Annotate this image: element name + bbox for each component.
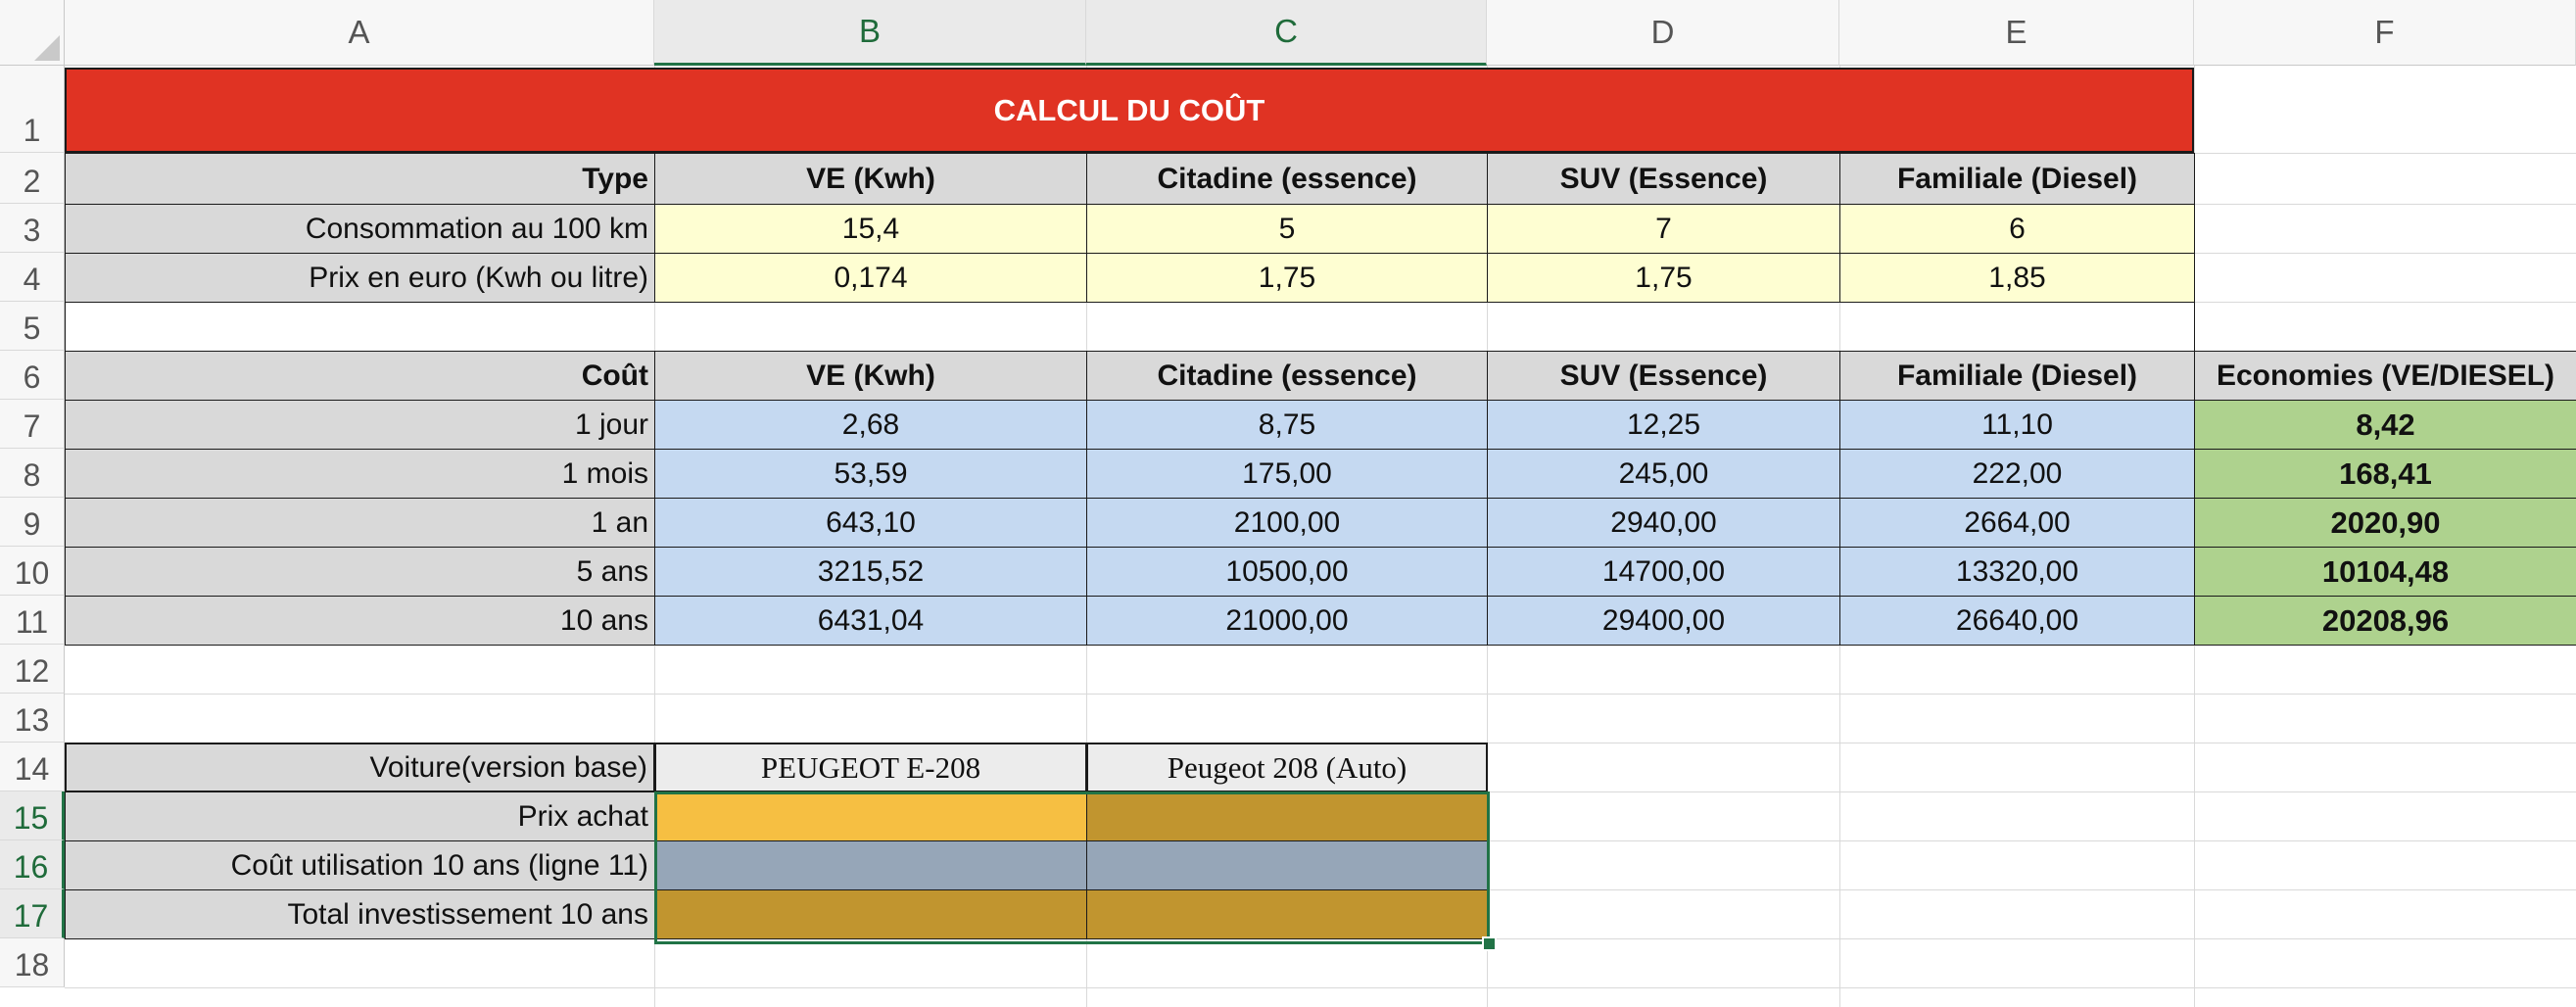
cost-value-cell[interactable]: 6431,04 bbox=[654, 596, 1087, 646]
empty-row-cell[interactable] bbox=[65, 302, 2195, 352]
horizontal-gridline bbox=[65, 694, 2576, 695]
period-label-cell[interactable]: 1 an bbox=[65, 498, 655, 548]
cost-value-cell[interactable]: 8,75 bbox=[1086, 400, 1488, 450]
row-header-17[interactable]: 17 bbox=[0, 889, 65, 938]
horizontal-gridline bbox=[65, 987, 2576, 988]
saving-value-cell[interactable]: 10104,48 bbox=[2194, 547, 2576, 597]
cost-value-cell[interactable]: 2,68 bbox=[654, 400, 1087, 450]
investment-input-cell[interactable] bbox=[1086, 791, 1488, 841]
investment-input-cell[interactable] bbox=[1086, 889, 1488, 939]
investment-label-cell[interactable]: Coût utilisation 10 ans (ligne 11) bbox=[65, 840, 655, 890]
saving-value-cell[interactable]: 8,42 bbox=[2194, 400, 2576, 450]
car-model-cell[interactable]: PEUGEOT E-208 bbox=[654, 743, 1087, 792]
row-header-5[interactable]: 5 bbox=[0, 302, 65, 351]
cost-value-cell[interactable]: 13320,00 bbox=[1839, 547, 2195, 597]
type-header-cell[interactable]: Familiale (Diesel) bbox=[1839, 153, 2195, 205]
cost-value-cell[interactable]: 12,25 bbox=[1487, 400, 1840, 450]
input-value-cell[interactable]: 7 bbox=[1487, 204, 1840, 254]
column-header-e[interactable]: E bbox=[1839, 0, 2194, 66]
cost-value-cell[interactable]: 21000,00 bbox=[1086, 596, 1488, 646]
cost-value-cell[interactable]: 2940,00 bbox=[1487, 498, 1840, 548]
row-header-14[interactable]: 14 bbox=[0, 743, 65, 791]
row-label-cell[interactable]: Consommation au 100 km bbox=[65, 204, 655, 254]
row-header-12[interactable]: 12 bbox=[0, 645, 65, 694]
row-header-11[interactable]: 11 bbox=[0, 596, 65, 645]
investment-input-cell[interactable] bbox=[654, 889, 1087, 939]
saving-value-cell[interactable]: 20208,96 bbox=[2194, 596, 2576, 646]
row-label-cell[interactable]: Prix en euro (Kwh ou litre) bbox=[65, 253, 655, 303]
row-header-9[interactable]: 9 bbox=[0, 498, 65, 547]
row-header-16[interactable]: 16 bbox=[0, 840, 65, 889]
row-header-4[interactable]: 4 bbox=[0, 253, 65, 302]
row-header-2[interactable]: 2 bbox=[0, 153, 65, 204]
cost-header-cell[interactable]: VE (Kwh) bbox=[654, 351, 1087, 401]
investment-input-cell[interactable] bbox=[654, 840, 1087, 890]
column-header-a[interactable]: A bbox=[65, 0, 654, 66]
investment-input-cell[interactable] bbox=[654, 791, 1087, 841]
cost-value-cell[interactable]: 11,10 bbox=[1839, 400, 2195, 450]
cost-label-cell[interactable]: Coût bbox=[65, 351, 655, 401]
car-model-cell[interactable]: Peugeot 208 (Auto) bbox=[1086, 743, 1488, 792]
period-label-cell[interactable]: 10 ans bbox=[65, 596, 655, 646]
cost-value-cell[interactable]: 53,59 bbox=[654, 449, 1087, 499]
row-header-1[interactable]: 1 bbox=[0, 66, 65, 153]
period-label-cell[interactable]: 1 jour bbox=[65, 400, 655, 450]
cost-value-cell[interactable]: 643,10 bbox=[654, 498, 1087, 548]
car-label-cell[interactable]: Voiture(version base) bbox=[65, 743, 655, 792]
input-value-cell[interactable]: 0,174 bbox=[654, 253, 1087, 303]
row-header-8[interactable]: 8 bbox=[0, 449, 65, 498]
investment-input-cell[interactable] bbox=[1086, 840, 1488, 890]
cost-value-cell[interactable]: 245,00 bbox=[1487, 449, 1840, 499]
cost-value-cell[interactable]: 222,00 bbox=[1839, 449, 2195, 499]
row-header-13[interactable]: 13 bbox=[0, 694, 65, 743]
period-label-cell[interactable]: 1 mois bbox=[65, 449, 655, 499]
sheet-title-cell[interactable]: CALCUL DU COÛT bbox=[65, 68, 2194, 153]
investment-label-cell[interactable]: Total investissement 10 ans bbox=[65, 889, 655, 939]
saving-value-cell[interactable]: 2020,90 bbox=[2194, 498, 2576, 548]
cost-value-cell[interactable]: 14700,00 bbox=[1487, 547, 1840, 597]
input-value-cell[interactable]: 15,4 bbox=[654, 204, 1087, 254]
fill-handle[interactable] bbox=[1482, 936, 1497, 951]
row-header-7[interactable]: 7 bbox=[0, 400, 65, 449]
cost-value-cell[interactable]: 26640,00 bbox=[1839, 596, 2195, 646]
cost-header-cell[interactable]: Economies (VE/DIESEL) bbox=[2194, 351, 2576, 401]
row-header-10[interactable]: 10 bbox=[0, 547, 65, 596]
cost-header-cell[interactable]: SUV (Essence) bbox=[1487, 351, 1840, 401]
column-header-d[interactable]: D bbox=[1487, 0, 1839, 66]
type-header-cell[interactable]: VE (Kwh) bbox=[654, 153, 1087, 205]
cost-header-cell[interactable]: Citadine (essence) bbox=[1086, 351, 1488, 401]
row-header-18[interactable]: 18 bbox=[0, 938, 65, 987]
column-header-f[interactable]: F bbox=[2194, 0, 2576, 66]
cost-value-cell[interactable]: 29400,00 bbox=[1487, 596, 1840, 646]
input-value-cell[interactable]: 1,85 bbox=[1839, 253, 2195, 303]
input-value-cell[interactable]: 5 bbox=[1086, 204, 1488, 254]
input-value-cell[interactable]: 1,75 bbox=[1086, 253, 1488, 303]
type-header-cell[interactable]: Citadine (essence) bbox=[1086, 153, 1488, 205]
cost-value-cell[interactable]: 3215,52 bbox=[654, 547, 1087, 597]
cost-value-cell[interactable]: 175,00 bbox=[1086, 449, 1488, 499]
investment-label-cell[interactable]: Prix achat bbox=[65, 791, 655, 841]
row-header-6[interactable]: 6 bbox=[0, 351, 65, 400]
input-value-cell[interactable]: 1,75 bbox=[1487, 253, 1840, 303]
type-label-cell[interactable]: Type bbox=[65, 153, 655, 205]
column-header-b[interactable]: B bbox=[654, 0, 1086, 66]
cost-value-cell[interactable]: 10500,00 bbox=[1086, 547, 1488, 597]
input-value-cell[interactable]: 6 bbox=[1839, 204, 2195, 254]
period-label-cell[interactable]: 5 ans bbox=[65, 547, 655, 597]
type-header-cell[interactable]: SUV (Essence) bbox=[1487, 153, 1840, 205]
cost-value-cell[interactable]: 2664,00 bbox=[1839, 498, 2195, 548]
cost-value-cell[interactable]: 2100,00 bbox=[1086, 498, 1488, 548]
saving-value-cell[interactable]: 168,41 bbox=[2194, 449, 2576, 499]
row-header-3[interactable]: 3 bbox=[0, 204, 65, 253]
select-all-corner[interactable] bbox=[0, 0, 65, 66]
column-header-c[interactable]: C bbox=[1086, 0, 1487, 66]
cost-header-cell[interactable]: Familiale (Diesel) bbox=[1839, 351, 2195, 401]
row-header-15[interactable]: 15 bbox=[0, 791, 65, 840]
